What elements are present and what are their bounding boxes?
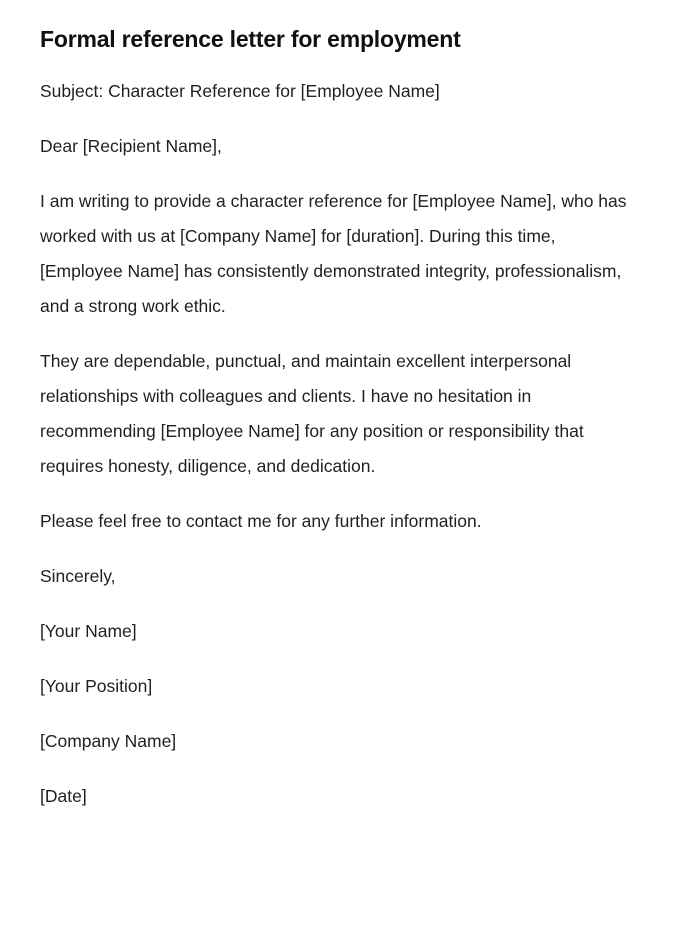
- reference-letter: [40, 24, 636, 814]
- sign-off: Sincerely,: [40, 566, 116, 586]
- page-title: Formal reference letter for employment: [40, 26, 461, 52]
- subject-line: Subject: Character Reference for [Employee Name]: [40, 81, 440, 101]
- signature-position-placeholder: [Your Position]: [40, 676, 153, 696]
- signature-company-placeholder: [Company Name]: [40, 731, 177, 751]
- closing-line: Please feel free to contact me for any further information.: [40, 511, 482, 531]
- body-paragraph-1: I am writing to provide a character reference for [Employee Name], who has worked with us at [Company Name] for [duration]. During this time, [Employee Name] has consistently demonstrated integrity, professionalism, and a strong work ethic.: [40, 191, 627, 316]
- body-paragraph-2: They are dependable, punctual, and maintain excellent interpersonal relationships with colleagues and clients. I have no hesitation in recommending [Employee Name] for any position or responsibility that requires honesty, diligence, and dedication.: [40, 351, 584, 476]
- salutation: Dear [Recipient Name],: [40, 136, 222, 156]
- signature-date-placeholder: [Date]: [40, 786, 87, 806]
- signature-name-placeholder: [Your Name]: [40, 621, 137, 641]
